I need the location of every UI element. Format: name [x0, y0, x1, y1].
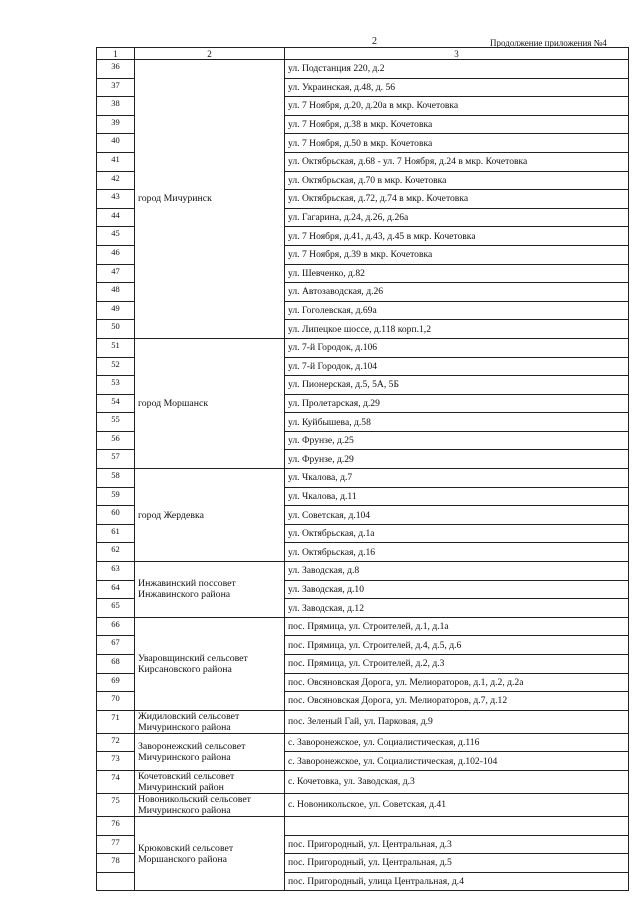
- row-number: 39: [97, 115, 135, 134]
- address-cell: ул. Фрунзе, д.29: [285, 450, 629, 469]
- row-number: 36: [97, 60, 135, 79]
- address-cell: ул. Пионерская, д.5, 5А, 5Б: [285, 376, 629, 395]
- row-number: 69: [97, 673, 135, 692]
- address-cell: пос. Пригородный, улица Центральная, д.4: [285, 872, 629, 891]
- row-number: 66: [97, 617, 135, 636]
- address-cell: ул. Куйбышева, д.58: [285, 413, 629, 432]
- municipality-cell: Жидиловский сельсовет Мичуринского района: [135, 710, 285, 733]
- column-header-address: 3: [285, 48, 629, 60]
- address-cell: ул. Чкалова, д.11: [285, 487, 629, 506]
- row-number: 45: [97, 227, 135, 246]
- address-cell: ул. Октябрьская, д.16: [285, 543, 629, 562]
- row-number: 67: [97, 636, 135, 655]
- row-number: 57: [97, 450, 135, 469]
- table-row: [97, 469, 629, 488]
- address-cell: [285, 816, 629, 835]
- row-number: 76: [97, 816, 135, 835]
- row-number: 71: [97, 710, 135, 733]
- address-cell: ул. 7 Ноября, д.50 в мкр. Кочетовка: [285, 134, 629, 153]
- row-number: 68: [97, 655, 135, 674]
- municipality-cell: Новоникольский сельсовет Мичуринского района: [135, 793, 285, 816]
- row-number: 64: [97, 580, 135, 599]
- municipality-cell: город Моршанск: [135, 338, 285, 468]
- address-cell: ул. Заводская, д.10: [285, 580, 629, 599]
- address-cell: ул. Шевченко, д.82: [285, 264, 629, 283]
- column-header-row: [97, 48, 629, 60]
- address-cell: с. Кочетовка, ул. Заводская, д.3: [285, 770, 629, 793]
- municipality-cell: Заворонежский сельсовет Мичуринского района: [135, 733, 285, 770]
- row-number: 75: [97, 793, 135, 816]
- column-header-municipality: 2: [135, 48, 285, 60]
- row-number: 42: [97, 171, 135, 190]
- address-cell: ул. 7 Ноября, д.41, д.43, д.45 в мкр. Кочетовка: [285, 227, 629, 246]
- table-row: [97, 562, 629, 581]
- table-row: [97, 60, 629, 79]
- address-cell: ул. Автозаводская, д.26: [285, 283, 629, 302]
- address-cell: ул. 7-й Городок, д.104: [285, 357, 629, 376]
- row-number: 65: [97, 599, 135, 618]
- municipality-cell: город Жердевка: [135, 469, 285, 562]
- row-number: 77: [97, 835, 135, 854]
- row-number: 41: [97, 152, 135, 171]
- row-number: 73: [97, 752, 135, 771]
- table-row: [97, 793, 629, 816]
- row-number: 37: [97, 78, 135, 97]
- row-number: 40: [97, 134, 135, 153]
- row-number: 43: [97, 190, 135, 209]
- address-cell: ул. 7 Ноября, д.38 в мкр. Кочетовка: [285, 115, 629, 134]
- address-cell: с. Новоникольское, ул. Советская, д.41: [285, 793, 629, 816]
- appendix-continuation-label: Продолжение приложения №4: [490, 38, 607, 48]
- row-number: 48: [97, 283, 135, 302]
- row-number: 61: [97, 524, 135, 543]
- municipality-cell: Уваровщинский сельсовет Кирсановского района: [135, 617, 285, 710]
- row-number: 62: [97, 543, 135, 562]
- table-row: [97, 710, 629, 733]
- address-cell: ул. 7 Ноября, д.39 в мкр. Кочетовка: [285, 245, 629, 264]
- table-row: [97, 617, 629, 636]
- municipality-cell: Кочетовский сельсовет Мичуринский район: [135, 770, 285, 793]
- row-number: 51: [97, 338, 135, 357]
- table-row: [97, 338, 629, 357]
- address-cell: ул. Украинская, д.48, д. 56: [285, 78, 629, 97]
- address-cell: ул. Гагарина, д.24, д.26, д.26а: [285, 208, 629, 227]
- address-cell: пос. Зеленый Гай, ул. Парковая, д.9: [285, 710, 629, 733]
- address-cell: пос. Овсяновская Дорога, ул. Мелиораторов, д.1, д.2, д.2а: [285, 673, 629, 692]
- row-number: 54: [97, 394, 135, 413]
- address-cell: ул. Октябрьская, д.68 - ул. 7 Ноября, д.24 в мкр. Кочетовка: [285, 152, 629, 171]
- column-header-number: 1: [97, 48, 135, 60]
- address-cell: ул. Октябрьская, д.72, д.74 в мкр. Кочетовка: [285, 190, 629, 209]
- address-cell: ул. 7-й Городок, д.106: [285, 338, 629, 357]
- row-number: 52: [97, 357, 135, 376]
- address-cell: ул. Липецкое шоссе, д.118 корп.1,2: [285, 320, 629, 339]
- address-cell: пос. Овсяновская Дорога, ул. Мелиораторов, д.7, д.12: [285, 692, 629, 711]
- row-number: 50: [97, 320, 135, 339]
- addresses-table: [96, 47, 629, 891]
- address-cell: ул. Заводская, д.8: [285, 562, 629, 581]
- row-number: 74: [97, 770, 135, 793]
- row-number: 72: [97, 733, 135, 752]
- address-cell: ул. Октябрьская, д.70 в мкр. Кочетовка: [285, 171, 629, 190]
- address-cell: ул. Заводская, д.12: [285, 599, 629, 618]
- municipality-cell: город Мичуринск: [135, 60, 285, 339]
- row-number: 47: [97, 264, 135, 283]
- table-row: [97, 733, 629, 752]
- page-number: 2: [372, 36, 377, 47]
- row-number: 78: [97, 854, 135, 873]
- row-number: 56: [97, 431, 135, 450]
- address-cell: ул. Гоголевская, д.69а: [285, 301, 629, 320]
- address-cell: ул. Октябрьская, д.1а: [285, 524, 629, 543]
- address-cell: пос. Пригородный, ул. Центральная, д.5: [285, 854, 629, 873]
- row-number: 53: [97, 376, 135, 395]
- row-number: 63: [97, 562, 135, 581]
- address-cell: с. Заворонежское, ул. Социалистическая, д.116: [285, 733, 629, 752]
- row-number: 55: [97, 413, 135, 432]
- row-number: 46: [97, 245, 135, 264]
- municipality-cell: Крюковский сельсовет Моршанского района: [135, 816, 285, 890]
- address-cell: ул. Советская, д.104: [285, 506, 629, 525]
- address-cell: с. Заворонежское, ул. Социалистическая, д.102-104: [285, 752, 629, 771]
- row-number: [97, 872, 135, 891]
- table-row: [97, 770, 629, 793]
- municipality-cell: Инжавинский поссовет Инжавинского района: [135, 562, 285, 618]
- row-number: 60: [97, 506, 135, 525]
- address-cell: ул. Фрунзе, д.25: [285, 431, 629, 450]
- row-number: 58: [97, 469, 135, 488]
- table-row: [97, 816, 629, 835]
- row-number: 44: [97, 208, 135, 227]
- row-number: 49: [97, 301, 135, 320]
- address-cell: ул. Подстанция 220, д.2: [285, 60, 629, 79]
- table-body: [97, 48, 629, 891]
- address-cell: пос. Пригородный, ул. Центральная, д.3: [285, 835, 629, 854]
- address-cell: ул. Чкалова, д.7: [285, 469, 629, 488]
- address-cell: ул. 7 Ноября, д.20, д.20а в мкр. Кочетовка: [285, 97, 629, 116]
- address-cell: пос. Прямица, ул. Строителей, д.1, д.1а: [285, 617, 629, 636]
- row-number: 59: [97, 487, 135, 506]
- row-number: 70: [97, 692, 135, 711]
- address-cell: пос. Прямица, ул. Строителей, д.2, д.3: [285, 655, 629, 674]
- address-cell: ул. Пролетарская, д.29: [285, 394, 629, 413]
- row-number: 38: [97, 97, 135, 116]
- address-cell: пос. Прямица, ул. Строителей, д.4, д.5, д.6: [285, 636, 629, 655]
